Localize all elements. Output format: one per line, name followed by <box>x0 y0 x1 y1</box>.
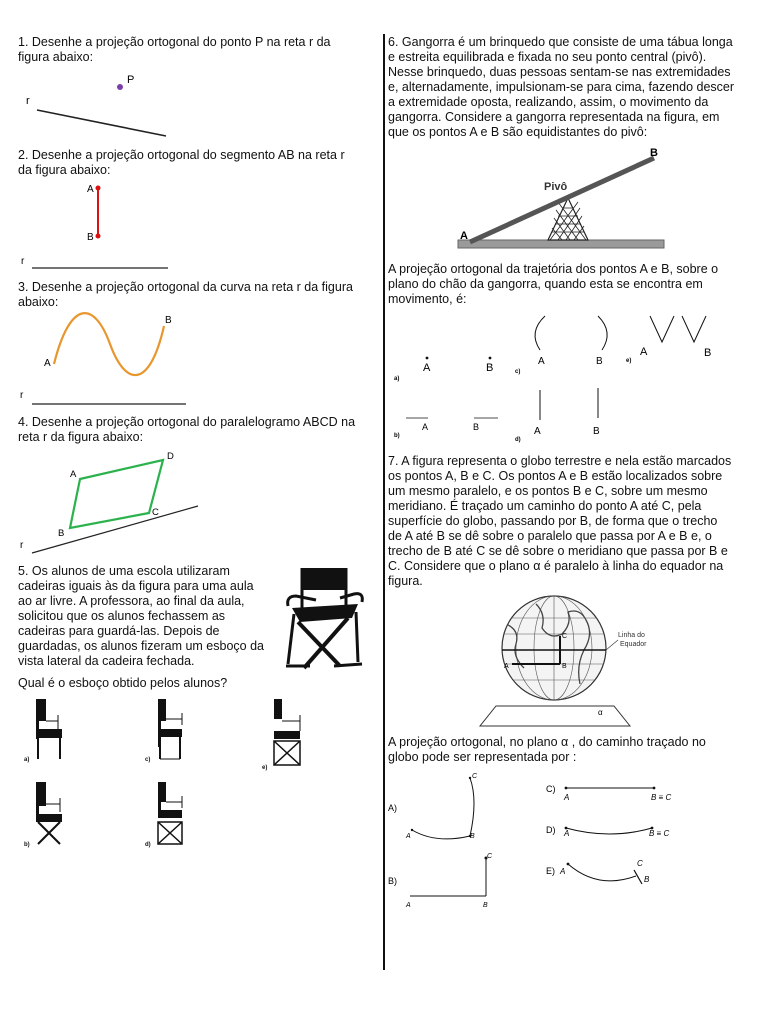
line-r-label: r <box>21 256 25 267</box>
q7-option-a[interactable] <box>388 773 478 840</box>
point-d-label: D <box>167 451 174 462</box>
seesaw-figure <box>450 142 670 254</box>
q7-b-point-b: B <box>483 902 488 909</box>
q7-option-a-label: A) <box>388 803 397 813</box>
seesaw-ground <box>458 240 664 248</box>
q5-option-b[interactable] <box>16 778 86 858</box>
globe-figure <box>476 594 656 730</box>
q6-d-point-a: A <box>534 426 541 437</box>
q6-option-c-label: c) <box>515 369 521 375</box>
question-5-prompt <box>18 676 278 691</box>
q7-d-point-bc: B ≡ C <box>649 829 670 838</box>
q6-e-point-b: B <box>704 347 712 359</box>
question-6-prompt <box>388 262 734 307</box>
line-r-label: r <box>26 95 30 107</box>
point-c-label: C <box>152 507 159 518</box>
parallelogram-abcd <box>70 460 163 528</box>
q5-option-c-label: c) <box>145 757 151 763</box>
point-b-label: B <box>165 315 172 326</box>
q5-option-e-label: e) <box>262 765 268 771</box>
equator-label-1: Linha do <box>618 632 645 639</box>
q6-c-point-a: A <box>538 356 545 367</box>
director-chair-image <box>282 566 368 672</box>
question-2-text: 2. Desenhe a projeção ortogonal do segmento AB na reta r da figura abaixo: <box>18 148 345 177</box>
q7-a-point-a: A <box>406 833 411 840</box>
q7-options <box>386 770 686 910</box>
q5-option-a[interactable] <box>16 695 86 775</box>
q6-d-point-b: B <box>593 426 600 437</box>
question-7-text: 7. A figura representa o globo terrestre e nela estão marcados os pontos A, B e C. Os pontos A e B estão localizados sobre um mesmo paralelo, e os pontos B e C, sobre um mesmo meridiano. É traçado um caminho do ponto A até C, pela superfície do globo, passando por B, de forma que o trecho de A até B se dê sobre o paralelo que passa por A e B e, o trecho de B até C se dê sobre o meridiano que passa por B e C. Considere que o plano α é paralelo à linha do equador na figura. <box>388 454 732 588</box>
q5-option-a-label: a) <box>24 757 30 763</box>
q6-option-a[interactable] <box>394 357 493 382</box>
point-p-label: P <box>127 74 135 86</box>
q6-b-point-b: B <box>473 422 480 432</box>
q7-option-b-label: B) <box>388 876 397 886</box>
q6-option-a-label: a) <box>394 376 400 382</box>
q6-option-b[interactable] <box>394 418 498 439</box>
equator-label-2: Equador <box>620 641 647 648</box>
question-2-figure <box>18 178 178 273</box>
q5-option-c[interactable] <box>140 695 210 775</box>
question-5-question: Qual é o esboço obtido pelos alunos? <box>18 676 228 690</box>
q7-a-point-c: C <box>472 773 478 780</box>
line-r-label: r <box>20 540 24 551</box>
point-a-label: A <box>70 469 77 480</box>
q6-c-point-b: B <box>596 356 603 367</box>
point-a-label: A <box>44 358 51 369</box>
plane-alpha <box>480 706 630 726</box>
question-7 <box>388 454 734 589</box>
globe-point-c: C <box>562 633 568 640</box>
point-p <box>117 84 123 90</box>
q6-option-d[interactable] <box>515 388 600 443</box>
q6-option-c[interactable] <box>515 316 607 375</box>
question-6-text: 6. Gangorra é um brinquedo que consiste de uma tábua longa e estreita equilibrada e fixada no seu ponto central (pivô). Nesse brinquedo, duas pessoas sentam-se nas extremidades e, alternadamente, impulsionam-se para cima, fazendo descer a extremidade oposta, realizando, assim, o movimento da gangorra. Considere a gangorra representada na figura, em que os pontos A e B são equidistantes do pivô: <box>388 35 735 139</box>
q5-sketch-e <box>256 695 326 775</box>
plane-alpha-label: α <box>598 708 603 717</box>
q7-c-point-bc: B ≡ C <box>651 793 672 802</box>
point-a-label: A <box>460 230 468 242</box>
q6-option-b-label: b) <box>394 433 400 439</box>
point-b-label: B <box>87 232 94 243</box>
question-1 <box>18 35 358 65</box>
q7-b-point-c: C <box>487 853 493 860</box>
column-divider <box>383 34 385 970</box>
q5-option-d-label: d) <box>145 842 151 848</box>
q5-option-b-label: b) <box>24 842 30 848</box>
q6-options <box>388 310 728 450</box>
q7-e-point-b: B <box>644 875 650 884</box>
line-r <box>37 110 166 136</box>
globe-point-a: A <box>504 663 509 670</box>
q6-b-point-a: A <box>422 422 429 432</box>
question-6-question: A projeção ortogonal da trajetória dos pontos A e B, sobre o plano do chão da gangorra, quando esta se encontra em movimento, é: <box>388 262 719 306</box>
question-7-question: A projeção ortogonal, no plano α , do caminho traçado no globo pode ser representada por : <box>388 735 706 764</box>
point-b <box>96 234 101 239</box>
point-a-label: A <box>87 184 94 195</box>
question-1-text: 1. Desenhe a projeção ortogonal do ponto P na reta r da figura abaixo: <box>18 35 331 64</box>
line-r <box>32 506 198 553</box>
q7-option-d-label: D) <box>546 825 556 835</box>
q7-a-point-b: B <box>470 833 475 840</box>
question-3 <box>18 280 358 310</box>
question-3-figure <box>18 310 188 408</box>
point-b-label: B <box>58 528 65 539</box>
question-5 <box>18 564 270 669</box>
q7-option-e-label: E) <box>546 866 555 876</box>
q6-a-point-a: A <box>423 362 431 374</box>
q7-e-point-c: C <box>637 859 643 868</box>
q6-e-point-a: A <box>640 346 648 358</box>
q7-option-c-label: C) <box>546 784 556 794</box>
question-4-figure <box>18 448 208 558</box>
q7-option-d[interactable] <box>546 825 669 838</box>
q6-option-d-label: d) <box>515 437 521 443</box>
q6-option-e[interactable] <box>626 316 711 364</box>
globe-point-b: B <box>562 663 567 670</box>
question-4-text: 4. Desenhe a projeção ortogonal do paralelogramo ABCD na reta r da figura abaixo: <box>18 415 356 444</box>
q6-option-e-label: e) <box>626 358 632 364</box>
pivot-label: Pivô <box>544 181 568 193</box>
question-3-text: 3. Desenhe a projeção ortogonal da curva na reta r da figura abaixo: <box>18 280 353 309</box>
question-4 <box>18 415 363 445</box>
line-r-label: r <box>20 390 24 401</box>
q7-option-e[interactable] <box>546 859 650 884</box>
q5-sketch-c <box>140 695 210 775</box>
point-b-label: B <box>650 147 658 159</box>
question-7-prompt <box>388 735 734 765</box>
q7-d-point-a: A <box>564 829 570 838</box>
q7-b-point-a: A <box>406 902 411 909</box>
question-2 <box>18 148 358 178</box>
q7-c-point-a: A <box>564 793 570 802</box>
question-1-figure <box>18 68 178 140</box>
q7-e-point-a: A <box>560 867 566 876</box>
point-a <box>96 186 101 191</box>
q7-option-c[interactable] <box>546 784 671 802</box>
q7-option-b[interactable] <box>388 853 493 909</box>
q6-a-point-b: B <box>486 362 494 374</box>
q5-sketch-a <box>16 695 86 775</box>
q5-option-d[interactable] <box>140 778 210 858</box>
curve-ab <box>54 313 164 375</box>
question-5-text: 5. Os alunos de uma escola utilizaram cadeiras iguais às da figura para uma aula ao ar livre. A professora, ao final da aula, solicitou que os alunos fechassem as cadeiras para guardá-las. Depois de guardadas, os alunos fizeram um esboço da vista lateral da cadeira fechada. <box>18 564 264 668</box>
q5-option-e[interactable] <box>256 695 326 775</box>
question-6 <box>388 35 734 140</box>
